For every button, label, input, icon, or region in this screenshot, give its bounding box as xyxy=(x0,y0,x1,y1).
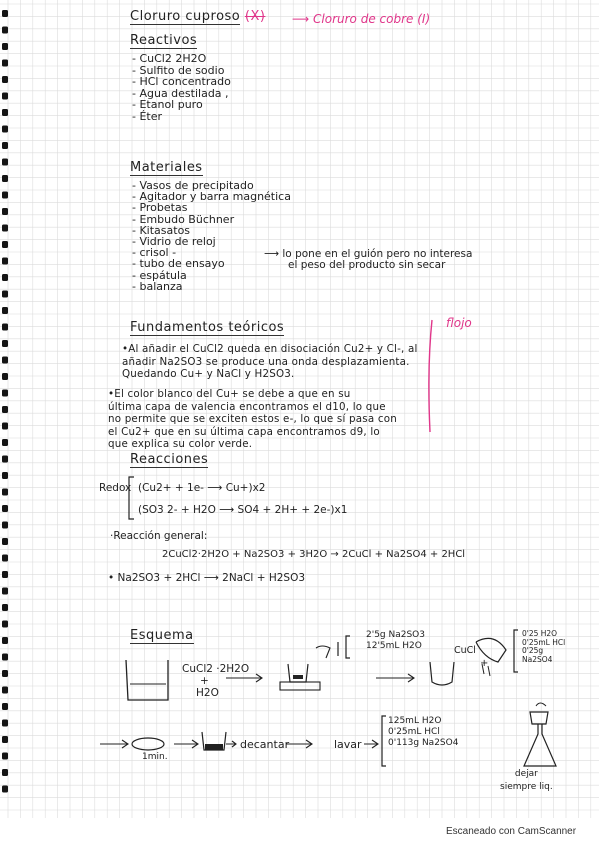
crisol-note-line1: ⟶ lo pone en el guión pero no interesa xyxy=(264,248,473,260)
reacciones-heading: Reacciones xyxy=(130,452,209,467)
binding-hole xyxy=(2,258,8,265)
binding-hole xyxy=(2,472,8,479)
side-note-flojo: flojo xyxy=(446,316,472,330)
esquema-step2 xyxy=(366,630,425,652)
binding-hole xyxy=(2,241,8,248)
binding-hole xyxy=(2,10,8,17)
dejar-line1: dejar xyxy=(514,769,538,779)
general-reaction-equation: 2CuCl2·2H2O + Na2SO3 + 3H2O → 2CuCl + Na2SO4 + 2HCl xyxy=(162,549,466,560)
binding-hole xyxy=(2,505,8,512)
reactivo-item: - HCl concentrado xyxy=(132,75,231,88)
binding-hole xyxy=(2,604,8,611)
step3-mass: 0'25g xyxy=(522,646,544,655)
material-item: - crisol - xyxy=(132,246,177,260)
binding-hole xyxy=(2,274,8,281)
scanner-footer: Escaneado con CamScanner xyxy=(446,826,577,837)
step1-cucl2: CuCl2 ·2H2O xyxy=(182,663,250,675)
reaction-equation-3: • Na2SO3 + 2HCl ⟶ 2NaCl + H2SO3 xyxy=(108,572,306,584)
paragraph-line: última capa de valencia encontramos el d10, lo que xyxy=(108,400,386,413)
fundamentos-paragraph-2 xyxy=(108,388,397,451)
title-alt-text: Cloruro de cobre (I) xyxy=(313,12,431,26)
esquema-step1 xyxy=(182,663,249,699)
binding-hole xyxy=(2,423,8,430)
binding-hole xyxy=(2,522,8,529)
reactivos-heading: Reactivos xyxy=(130,33,198,48)
binding-hole xyxy=(2,406,8,413)
paragraph-line: añadir Na2SO3 se produce una onda desplazamienta. xyxy=(122,355,410,368)
material-item: - Agitador y barra magnética xyxy=(132,190,291,204)
redox-equation-2: (SO3 2- + H2O ⟶ SO4 + 2H+ + 2e-)x1 xyxy=(138,504,348,516)
reactivo-item: - Etanol puro xyxy=(132,98,203,111)
binding-hole xyxy=(2,43,8,50)
material-item: - Embudo Büchner xyxy=(132,212,235,226)
reactivo-item: - Sulfito de sodio xyxy=(132,63,225,77)
fundamentos-heading: Fundamentos teóricos xyxy=(130,320,285,335)
materiales-heading: Materiales xyxy=(130,160,203,175)
watch-glass-icon xyxy=(132,738,164,750)
reactivo-item: - CuCl2 2H2O xyxy=(132,52,207,65)
paragraph-line: el Cu2+ que en su última capa encontramos d9, lo xyxy=(108,425,380,438)
material-item: - balanza xyxy=(132,279,183,293)
kitasato-flask-icon xyxy=(524,724,556,766)
binding-hole xyxy=(2,439,8,446)
magnetic-stirrer-icon xyxy=(280,682,320,690)
step4-sulfate: 0'113g Na2SO4 xyxy=(388,738,459,748)
time-label: 1min. xyxy=(142,752,168,762)
binding-hole xyxy=(2,109,8,116)
binding-hole xyxy=(2,60,8,67)
stirrer-beaker-icon xyxy=(288,664,308,682)
plus-sign: + xyxy=(480,658,489,669)
pink-bracket xyxy=(424,318,436,434)
binding-hole xyxy=(2,489,8,496)
binding-hole xyxy=(2,291,8,298)
binding-hole xyxy=(2,555,8,562)
binding-hole xyxy=(2,208,8,215)
paragraph-line: •El color blanco del Cu+ se debe a que en su xyxy=(108,388,351,400)
step3-hcl: 0'25mL HCl xyxy=(522,637,566,647)
binding-hole xyxy=(2,76,8,83)
binding-hole xyxy=(2,456,8,463)
fundamentos-paragraph-1 xyxy=(122,343,418,381)
step2-water: 12'5mL H2O xyxy=(366,641,422,651)
binding-hole xyxy=(2,175,8,182)
redox-bracket xyxy=(126,475,136,521)
step3-water: 0'25 H2O xyxy=(522,629,558,638)
material-item: - tubo de ensayo xyxy=(132,257,225,271)
step1-plus: + xyxy=(200,675,209,687)
lavar-label: lavar xyxy=(334,738,362,751)
buchner-funnel-icon xyxy=(530,712,548,724)
material-item: - espátula xyxy=(132,268,187,282)
binding-hole xyxy=(2,340,8,347)
title-alternative: ⟶ Cloruro de cobre (I) xyxy=(292,12,431,26)
binding-hole xyxy=(2,142,8,149)
title-text: Cloruro cuproso xyxy=(130,9,241,24)
dejar-line2: siempre liq. xyxy=(500,782,553,792)
paragraph-line: que explica su color verde. xyxy=(108,438,253,451)
cucl-label: CuCl xyxy=(454,645,476,656)
step1-water: H2O xyxy=(196,687,219,699)
reactivo-item: - Éter xyxy=(132,109,163,123)
material-item: - Kitasatos xyxy=(132,223,191,237)
binding-hole xyxy=(2,357,8,364)
page-title xyxy=(130,9,265,24)
binding-hole xyxy=(2,126,8,133)
decantar-label: decantar xyxy=(240,738,290,751)
binding-hole xyxy=(2,588,8,595)
esquema-heading: Esquema xyxy=(130,628,194,643)
paragraph-line: •Al añadir el CuCl2 queda en disociación Cu2+ y Cl-, al xyxy=(122,343,418,355)
binding-hole xyxy=(2,538,8,545)
binding-hole xyxy=(2,225,8,232)
material-item: - Probetas xyxy=(132,201,188,215)
esquema-step4 xyxy=(388,716,458,749)
step2-sulfite: 2'5g Na2SO3 xyxy=(366,630,425,640)
redox-label: Redox xyxy=(99,482,132,494)
beaker-1-icon xyxy=(126,660,168,700)
material-item: - Vidrio de reloj xyxy=(132,235,216,248)
binding-hole xyxy=(2,93,8,100)
esquema-step3 xyxy=(522,630,565,664)
step4-hcl: 0'25mL HCl xyxy=(388,727,440,737)
binding-hole xyxy=(2,27,8,34)
crisol-note-text: lo pone en el guión pero no interesa xyxy=(282,248,473,260)
dejar-note xyxy=(500,768,553,794)
binding-hole xyxy=(2,373,8,380)
reactivo-item: - Agua destilada , xyxy=(132,86,229,100)
binding-hole xyxy=(2,390,8,397)
binding-hole xyxy=(2,159,8,166)
paragraph-line: no permite que se exciten estos e-, lo que sí pasa con xyxy=(108,413,397,426)
general-reaction-label: ·Reacción general: xyxy=(110,530,208,542)
title-crossed-mark: (X) xyxy=(244,9,266,24)
material-item: - Vasos de precipitado xyxy=(132,179,254,192)
redox-equation-1: (Cu2+ + 1e- ⟶ Cu+)x2 xyxy=(138,482,266,494)
binding-hole xyxy=(2,324,8,331)
cucl-beaker-icon xyxy=(430,662,454,685)
binding-hole xyxy=(2,571,8,578)
paragraph-line: Quedando Cu+ y NaCl y H2SO3. xyxy=(122,368,295,381)
step4-water: 125mL H2O xyxy=(388,716,442,726)
binding-hole xyxy=(2,192,8,199)
step3-sulfate: Na2SO4 xyxy=(522,654,553,664)
binding-hole xyxy=(2,307,8,314)
crisol-note-line2: el peso del producto sin secar xyxy=(288,259,446,271)
